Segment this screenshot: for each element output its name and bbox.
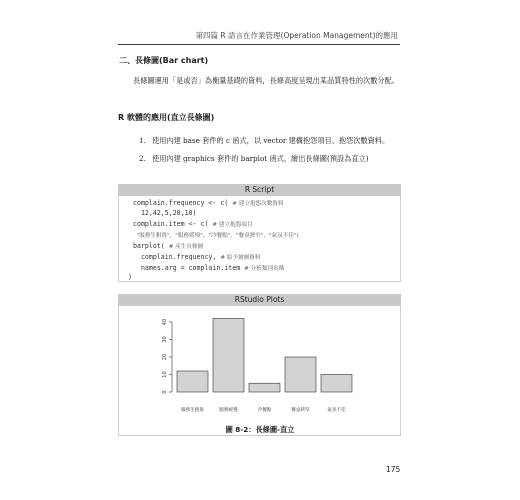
list-item bbox=[139, 154, 369, 164]
x-tick-label: 服務生粗魯 bbox=[181, 408, 204, 413]
step-number: 1. bbox=[139, 136, 146, 145]
code-text: ) bbox=[128, 273, 132, 281]
code-line bbox=[133, 199, 283, 207]
step-number: 2. bbox=[139, 154, 146, 163]
code-line bbox=[133, 242, 203, 250]
list-item bbox=[139, 136, 389, 146]
y-tick-label: 30 bbox=[162, 336, 168, 343]
code-text: names.arg = complain.item bbox=[133, 264, 241, 272]
y-tick-label: 20 bbox=[162, 353, 168, 361]
code-text: barplot( bbox=[133, 242, 165, 250]
x-tick-label: 餐桌狹窄 bbox=[291, 408, 310, 413]
y-tick-label: 0 bbox=[162, 390, 168, 394]
code-comment: # 分析類別名稱 bbox=[244, 266, 285, 272]
bar bbox=[177, 371, 208, 392]
y-tick-label: 10 bbox=[162, 371, 168, 378]
x-tick-label: 冷餐點 bbox=[257, 408, 272, 413]
running-header: 第四篇 R 語言在作業管理(Operation Management)的應用 bbox=[195, 31, 398, 40]
subheading: R 軟體的應用(直立長條圖) bbox=[118, 113, 215, 122]
plots-panel bbox=[118, 306, 401, 436]
page-number: 175 bbox=[386, 465, 401, 474]
plots-panel-title: RStudio Plots bbox=[118, 294, 401, 306]
code-line bbox=[133, 264, 284, 272]
x-tick-label: 氣氛不佳 bbox=[327, 408, 346, 413]
code-text: complain.frequency, bbox=[133, 253, 217, 261]
code-comment: # 建立抱怨項目 bbox=[212, 222, 253, 228]
code-line bbox=[133, 231, 299, 239]
code-line bbox=[128, 273, 132, 281]
code-comment: # 建立抱怨次數資料 bbox=[232, 201, 284, 207]
step-text: 使用內建 base 套件的 c 函式，以 vector 建構抱怨項目、抱怨次數資料。 bbox=[152, 136, 390, 145]
code-text: complain.item <- c( bbox=[133, 220, 209, 228]
figure-caption: 圖 8-2：長條圖-直立 bbox=[225, 425, 295, 434]
intro-paragraph: 長條圖運用「是或否」為衡量基礎的資料，長條高度呈現出某品質特性的次數分配。 bbox=[133, 76, 399, 85]
section-title: 二、長條圖(Bar chart) bbox=[119, 56, 209, 65]
bar bbox=[213, 319, 244, 393]
code-text: "服務生粗魯"，"服務緩慢"，"冷餐點"，"餐桌狹窄"，"氣氛不佳") bbox=[133, 233, 299, 239]
code-comment: # 給予繪圖資料 bbox=[220, 255, 261, 261]
script-panel-title: R Script bbox=[118, 184, 401, 196]
bar bbox=[285, 357, 316, 392]
code-block bbox=[118, 196, 401, 282]
y-tick-label: 40 bbox=[162, 318, 168, 326]
bar-chart bbox=[119, 306, 400, 434]
step-text: 使用內建 graphics 套件的 barplot 函式，繪出長條圖(預設為直立) bbox=[152, 154, 369, 163]
bar bbox=[321, 375, 352, 393]
code-line bbox=[133, 209, 197, 217]
code-text: 12,42,5,20,10) bbox=[133, 209, 197, 217]
code-line bbox=[133, 253, 260, 261]
header-rule bbox=[118, 44, 400, 45]
code-line bbox=[133, 220, 252, 228]
code-text: complain.frequency <- c( bbox=[133, 199, 229, 207]
x-tick-label: 服務緩慢 bbox=[219, 408, 238, 413]
code-comment: # 產生長條圖 bbox=[168, 244, 204, 250]
bar bbox=[249, 383, 280, 392]
